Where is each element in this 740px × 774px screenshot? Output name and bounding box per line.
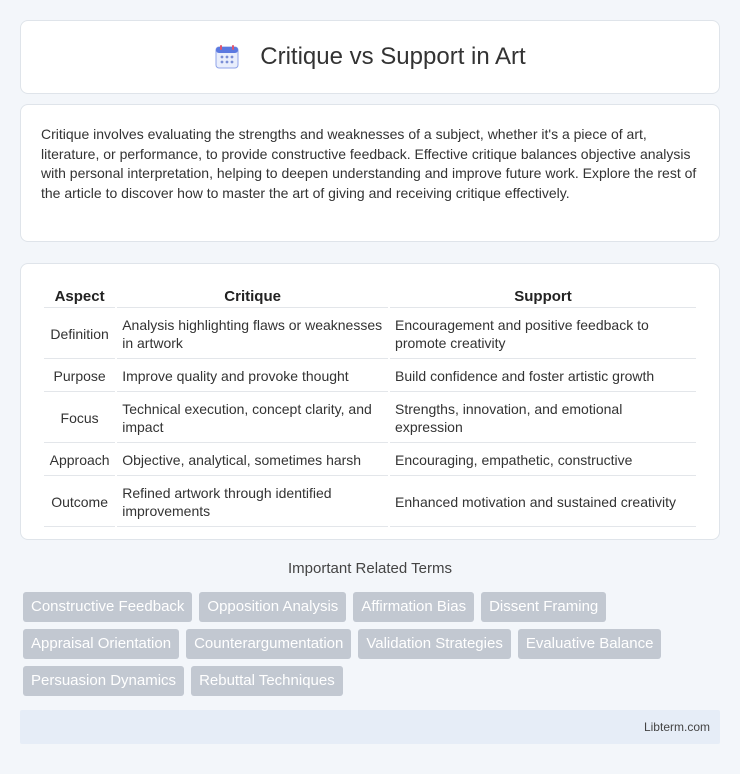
- cell-support: Encouraging, empathetic, constructive: [390, 445, 696, 476]
- cell-support: Build confidence and foster artistic growth: [390, 361, 696, 392]
- tag-row: [23, 666, 723, 696]
- cell-aspect: Outcome: [44, 478, 115, 527]
- table-header-row: [44, 286, 696, 308]
- table-row: [44, 445, 696, 476]
- cell-support: Strengths, innovation, and emotional expression: [390, 394, 696, 443]
- tag-row: [23, 629, 723, 659]
- header-aspect: Aspect: [44, 286, 115, 308]
- table-row: [44, 478, 696, 527]
- title-row: [214, 43, 525, 71]
- cell-critique: Improve quality and provoke thought: [117, 361, 388, 392]
- header-critique: Critique: [117, 286, 388, 308]
- page-title: Critique vs Support in Art: [260, 43, 526, 70]
- tag-affirmation-bias[interactable]: Affirmation Bias: [353, 592, 474, 622]
- table-row: [44, 310, 696, 359]
- tag-constructive-feedback[interactable]: Constructive Feedback: [23, 592, 192, 622]
- comparison-table: [42, 284, 698, 529]
- cell-aspect: Purpose: [44, 361, 115, 392]
- tag-evaluative-balance[interactable]: Evaluative Balance: [518, 629, 662, 659]
- tag-persuasion-dynamics[interactable]: Persuasion Dynamics: [23, 666, 184, 696]
- intro-card: [20, 104, 720, 242]
- cell-aspect: Approach: [44, 445, 115, 476]
- cell-support: Encouragement and positive feedback to promote creativity: [390, 310, 696, 359]
- footer: [20, 710, 720, 744]
- tag-dissent-framing[interactable]: Dissent Framing: [481, 592, 606, 622]
- comparison-card: [20, 263, 720, 540]
- tag-row: [23, 592, 723, 622]
- cell-critique: Analysis highlighting flaws or weaknesses in artwork: [117, 310, 388, 359]
- tag-rebuttal-techniques[interactable]: Rebuttal Techniques: [191, 666, 343, 696]
- tag-opposition-analysis[interactable]: Opposition Analysis: [199, 592, 346, 622]
- table-row: [44, 394, 696, 443]
- header-card: [20, 20, 720, 94]
- intro-text: Critique involves evaluating the strengths and weaknesses of a subject, whether it's a piece of art, literature, or performance, to provide constructive feedback. Effective critique balances objective analysis with personal interpretation, helping to deepen understanding and improve future work. Explore the rest of the article to discover how to master the art of giving and receiving critique effectively.: [41, 126, 697, 201]
- table-row: [44, 361, 696, 392]
- tag-appraisal-orientation[interactable]: Appraisal Orientation: [23, 629, 179, 659]
- tag-counterargumentation[interactable]: Counterargumentation: [186, 629, 351, 659]
- cell-critique: Technical execution, concept clarity, and impact: [117, 394, 388, 443]
- calendar-icon: [214, 44, 240, 70]
- footer-brand-link[interactable]: Libterm.com: [643, 720, 710, 734]
- header-support: Support: [390, 286, 696, 308]
- cell-support: Enhanced motivation and sustained creativity: [390, 478, 696, 527]
- related-terms-title: Important Related Terms: [288, 560, 452, 577]
- cell-aspect: Focus: [44, 394, 115, 443]
- cell-critique: Refined artwork through identified improvements: [117, 478, 388, 527]
- related-terms-list: [23, 592, 723, 703]
- cell-critique: Objective, analytical, sometimes harsh: [117, 445, 388, 476]
- tag-validation-strategies[interactable]: Validation Strategies: [358, 629, 510, 659]
- cell-aspect: Definition: [44, 310, 115, 359]
